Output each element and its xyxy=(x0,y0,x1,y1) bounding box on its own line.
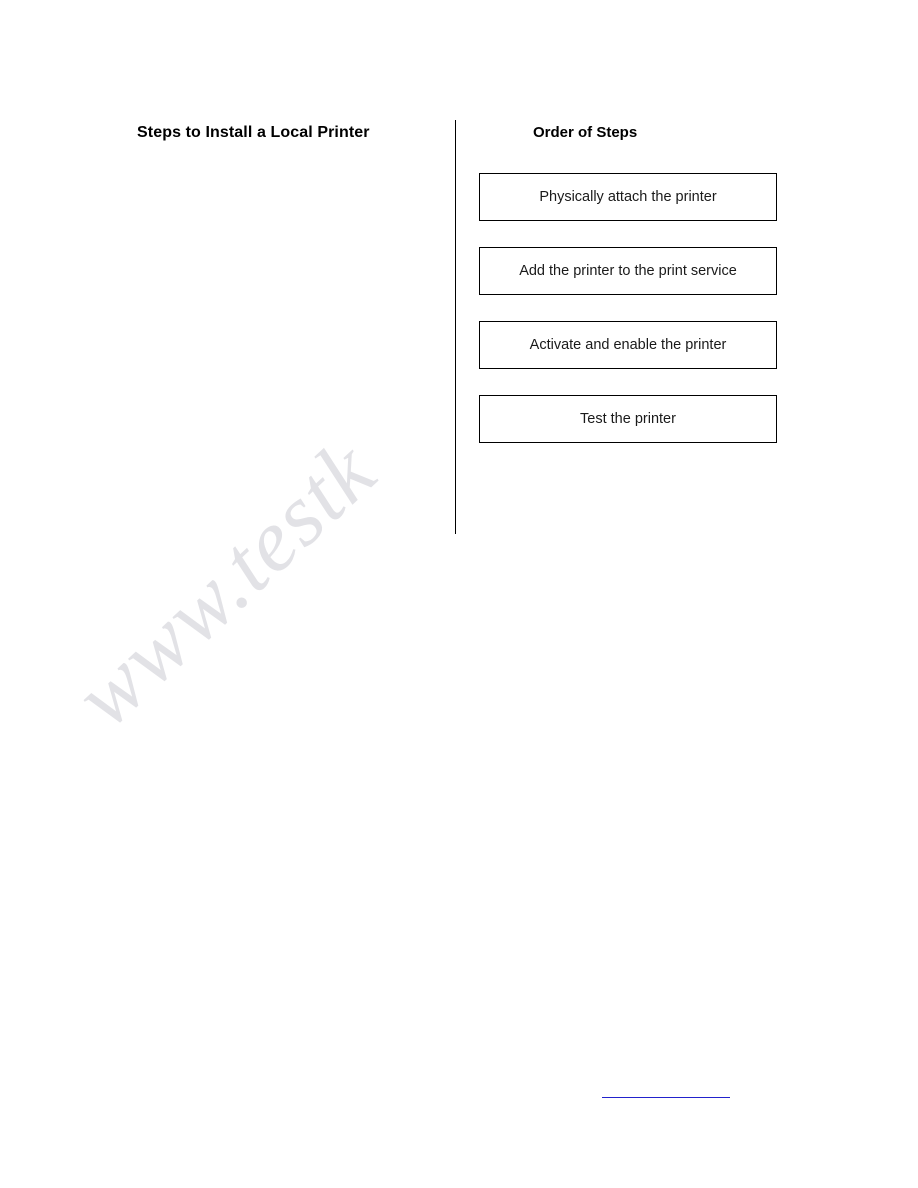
step-box[interactable]: Physically attach the printer xyxy=(479,173,777,221)
step-box[interactable]: Activate and enable the printer xyxy=(479,321,777,369)
right-column-heading: Order of Steps xyxy=(533,124,638,141)
watermark-text: www.testk xyxy=(56,422,395,746)
footer-link-underline xyxy=(602,1097,730,1098)
column-divider xyxy=(455,120,456,534)
step-box[interactable]: Add the printer to the print service xyxy=(479,247,777,295)
step-box[interactable]: Test the printer xyxy=(479,395,777,443)
order-of-steps-list xyxy=(479,173,779,469)
footer-link[interactable] xyxy=(602,1085,730,1099)
left-column-heading: Steps to Install a Local Printer xyxy=(137,124,370,141)
watermark xyxy=(56,422,550,880)
